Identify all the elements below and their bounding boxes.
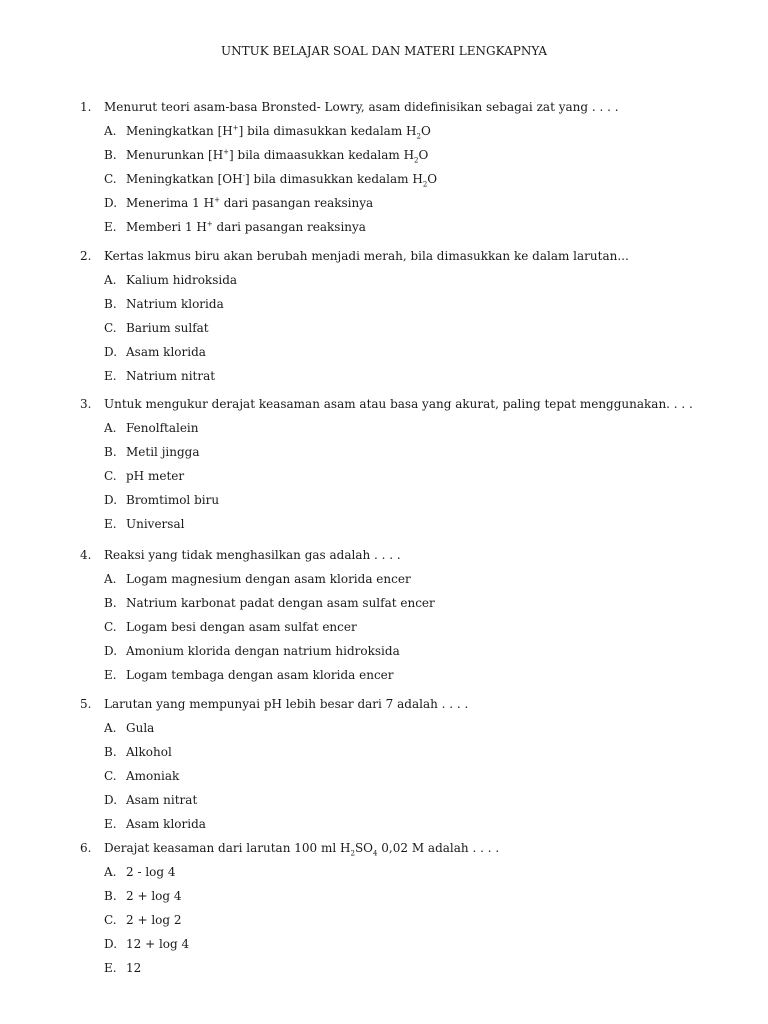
document-title: UNTUK BELAJAR SOAL DAN MATERI LENGKAPNYA bbox=[221, 44, 547, 58]
option-letter: D. bbox=[104, 644, 118, 658]
question-text: Reaksi yang tidak menghasilkan gas adalah . . . . bbox=[104, 548, 401, 562]
option-c bbox=[0, 766, 768, 786]
option-letter: C. bbox=[104, 913, 117, 927]
option-b bbox=[0, 145, 768, 165]
question-text: Untuk mengukur derajat keasaman asam atau basa yang akurat, paling tepat menggunakan. . . . bbox=[104, 397, 693, 411]
option-d bbox=[0, 934, 768, 954]
option-text: Amoniak bbox=[126, 769, 180, 783]
option-b bbox=[0, 294, 768, 314]
option-letter: D. bbox=[104, 345, 118, 359]
option-e bbox=[0, 958, 768, 978]
option-text: Memberi 1 H+ dari pasangan reaksinya bbox=[126, 220, 366, 234]
option-c bbox=[0, 466, 768, 486]
option-text: Asam klorida bbox=[126, 345, 206, 359]
option-letter: E. bbox=[104, 517, 117, 531]
option-letter: C. bbox=[104, 620, 117, 634]
option-letter: D. bbox=[104, 196, 118, 210]
option-text: Natrium nitrat bbox=[126, 369, 216, 383]
option-e bbox=[0, 665, 768, 685]
option-a bbox=[0, 718, 768, 738]
question-number: 2. bbox=[80, 249, 92, 263]
option-d bbox=[0, 193, 768, 213]
option-text: Logam besi dengan asam sulfat encer bbox=[126, 620, 357, 634]
option-a bbox=[0, 569, 768, 589]
option-text: Kalium hidroksida bbox=[126, 273, 238, 287]
question-number: 1. bbox=[80, 100, 92, 114]
option-letter: C. bbox=[104, 172, 117, 186]
option-letter: A. bbox=[104, 124, 117, 138]
option-e bbox=[0, 217, 768, 237]
option-letter: A. bbox=[104, 421, 117, 435]
option-d bbox=[0, 490, 768, 510]
option-letter: E. bbox=[104, 220, 117, 234]
option-c bbox=[0, 910, 768, 930]
option-letter: B. bbox=[104, 596, 117, 610]
option-text: Alkohol bbox=[126, 745, 172, 759]
option-text: pH meter bbox=[126, 469, 185, 483]
option-e bbox=[0, 366, 768, 386]
option-a bbox=[0, 270, 768, 290]
option-letter: B. bbox=[104, 148, 117, 162]
option-letter: B. bbox=[104, 445, 117, 459]
option-text: Meningkatkan [OH-] bila dimasukkan kedalam $H_2O$ bbox=[126, 172, 438, 189]
question-text: Larutan yang mempunyai pH lebih besar dari 7 adalah . . . . bbox=[104, 697, 469, 711]
option-text: 12 bbox=[126, 961, 142, 975]
option-d bbox=[0, 342, 768, 362]
option-letter: A. bbox=[104, 721, 117, 735]
option-text: Menerima 1 H+ dari pasangan reaksinya bbox=[126, 196, 374, 210]
option-text: Asam klorida bbox=[126, 817, 206, 831]
option-b bbox=[0, 886, 768, 906]
option-letter: E. bbox=[104, 369, 117, 383]
option-letter: B. bbox=[104, 297, 117, 311]
option-a bbox=[0, 862, 768, 882]
option-letter: A. bbox=[104, 273, 117, 287]
option-b bbox=[0, 442, 768, 462]
option-text: Bromtimol biru bbox=[126, 493, 220, 507]
option-a bbox=[0, 418, 768, 438]
option-letter: A. bbox=[104, 572, 117, 586]
option-text: Gula bbox=[126, 721, 155, 735]
option-b bbox=[0, 742, 768, 762]
option-text: Asam nitrat bbox=[126, 793, 198, 807]
option-letter: B. bbox=[104, 745, 117, 759]
option-letter: E. bbox=[104, 961, 117, 975]
option-letter: D. bbox=[104, 493, 118, 507]
option-text: Universal bbox=[126, 517, 185, 531]
option-c bbox=[0, 617, 768, 637]
option-text: Natrium karbonat padat dengan asam sulfat encer bbox=[126, 596, 435, 610]
option-letter: C. bbox=[104, 321, 117, 335]
option-e bbox=[0, 514, 768, 534]
question-text: Derajat keasaman dari larutan 100 ml $H_2SO_4$ 0,02 M adalah . . . . bbox=[104, 841, 500, 858]
option-c bbox=[0, 169, 768, 189]
option-text: Menurunkan [H+] bila dimaasukkan kedalam $H_2O$ bbox=[126, 148, 429, 165]
question-number: 5. bbox=[80, 697, 92, 711]
option-text: Fenolftalein bbox=[126, 421, 199, 435]
option-d bbox=[0, 641, 768, 661]
option-text: Metil jingga bbox=[126, 445, 200, 459]
option-letter: D. bbox=[104, 793, 118, 807]
option-text: Logam magnesium dengan asam klorida encer bbox=[126, 572, 411, 586]
option-text: 12 + log 4 bbox=[126, 937, 190, 951]
option-text: Logam tembaga dengan asam klorida encer bbox=[126, 668, 394, 682]
question-number: 6. bbox=[80, 841, 92, 855]
option-letter: D. bbox=[104, 937, 118, 951]
option-text: Meningkatkan [H+] bila dimasukkan kedalam $H_2O$ bbox=[126, 124, 431, 141]
option-letter: C. bbox=[104, 769, 117, 783]
option-text: Natrium klorida bbox=[126, 297, 224, 311]
question-text: Menurut teori asam-basa Bronsted- Lowry, asam didefinisikan sebagai zat yang . . . . bbox=[104, 100, 619, 114]
option-letter: E. bbox=[104, 817, 117, 831]
option-text: 2 - log 4 bbox=[126, 865, 176, 879]
option-b bbox=[0, 593, 768, 613]
option-text: 2 + log 2 bbox=[126, 913, 182, 927]
option-text: Barium sulfat bbox=[126, 321, 209, 335]
question-number: 3. bbox=[80, 397, 92, 411]
option-e bbox=[0, 814, 768, 834]
question-text: Kertas lakmus biru akan berubah menjadi merah, bila dimasukkan ke dalam larutan... bbox=[104, 249, 629, 263]
option-letter: E. bbox=[104, 668, 117, 682]
option-letter: B. bbox=[104, 889, 117, 903]
option-letter: C. bbox=[104, 469, 117, 483]
option-text: 2 + log 4 bbox=[126, 889, 182, 903]
option-text: Amonium klorida dengan natrium hidroksida bbox=[126, 644, 400, 658]
option-letter: A. bbox=[104, 865, 117, 879]
option-a bbox=[0, 121, 768, 141]
question-number: 4. bbox=[80, 548, 92, 562]
option-d bbox=[0, 790, 768, 810]
option-c bbox=[0, 318, 768, 338]
